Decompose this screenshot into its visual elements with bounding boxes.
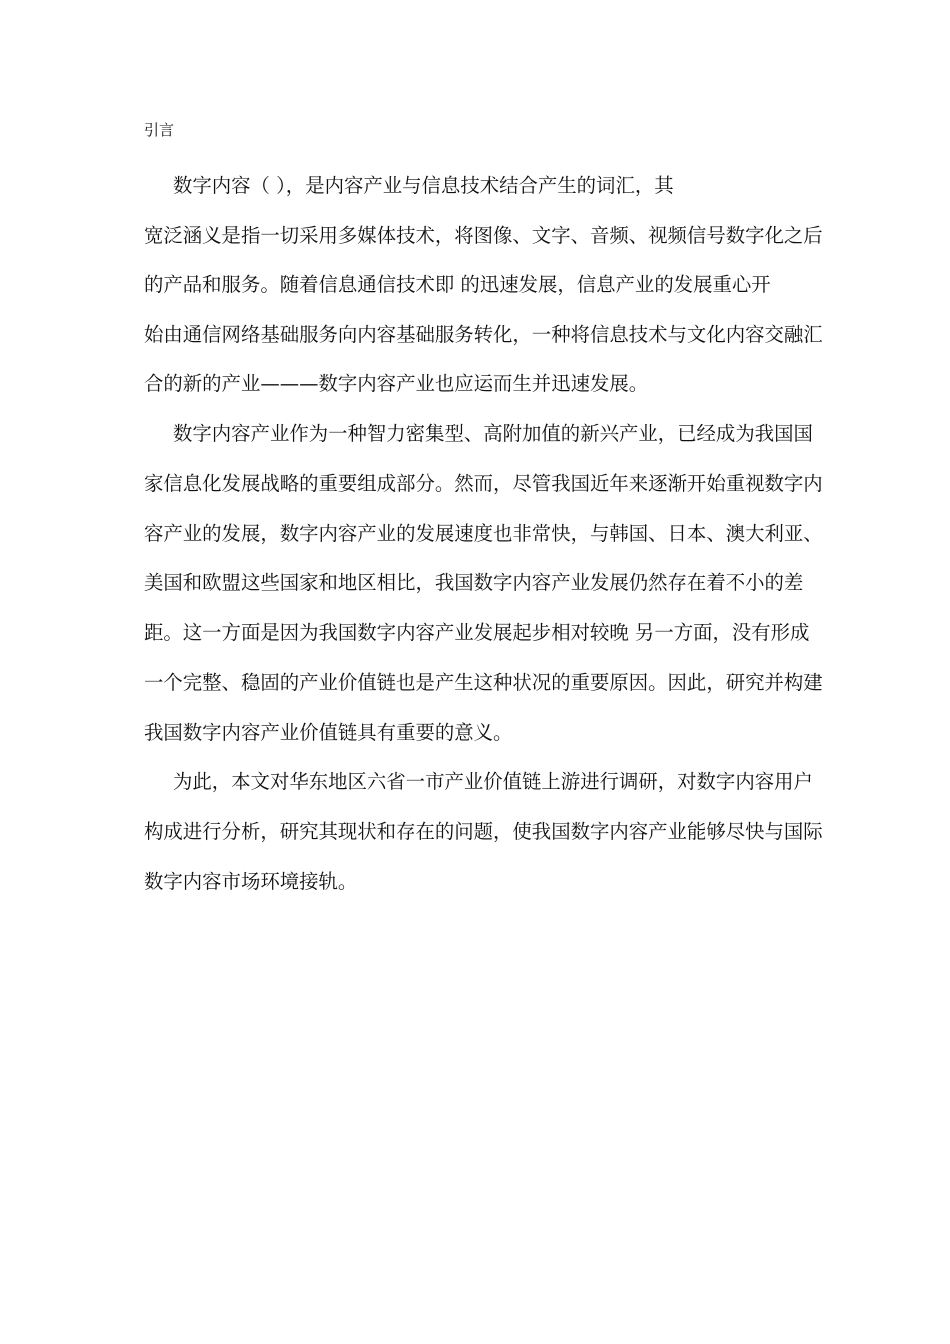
paragraph-2-line-6: 一个完整、稳固的产业价值链也是产生这种状况的重要原因。因此，研究并构建 [144,671,823,694]
paragraph-3-line-2: 构成进行分析，研究其现状和存在的问题，使我国数字内容产业能够尽快与国际 [144,820,823,843]
paragraph-2-line-4: 美国和欧盟这些国家和地区相比，我国数字内容产业发展仍然存在着不小的差 [144,571,804,594]
paragraph-1-line-1: 数字内容（ ），是内容产业与信息技术结合产生的词汇，其 [173,174,674,197]
paragraph-1-line-3: 的产品和服务。随着信息通信技术即 的迅速发展，信息产业的发展重心开 [144,273,771,296]
paragraph-3-line-1: 为此，本文对华东地区六省一市产业价值链上游进行调研，对数字内容用户 [173,770,813,793]
paragraph-2-line-1: 数字内容产业作为一种智力密集型、高附加值的新兴产业，已经成为我国国 [173,422,813,445]
paragraph-2-line-2: 家信息化发展战略的重要组成部分。然而，尽管我国近年来逐渐开始重视数字内 [144,472,823,495]
paragraph-3-line-3: 数字内容市场环境接轨。 [144,870,358,893]
paragraph-2-line-7: 我国数字内容产业价值链具有重要的意义。 [144,721,513,744]
paragraph-1-line-2: 宽泛涵义是指一切采用多媒体技术，将图像、文字、音频、视频信号数字化之后 [144,224,823,247]
paragraph-2-line-3: 容产业的发展，数字内容产业的发展速度也非常快，与韩国、日本、澳大利亚、 [144,522,823,545]
section-heading: 引言 [144,121,175,139]
paragraph-2-line-5: 距。这一方面是因为我国数字内容产业发展起步相对较晚 另一方面，没有形成 [144,621,810,644]
paragraph-1-line-4: 始由通信网络基础服务向内容基础服务转化，一种将信息技术与文化内容交融汇 [144,323,823,346]
paragraph-1-line-5: 合的新的产业———数字内容产业也应运而生并迅速发展。 [144,372,649,395]
